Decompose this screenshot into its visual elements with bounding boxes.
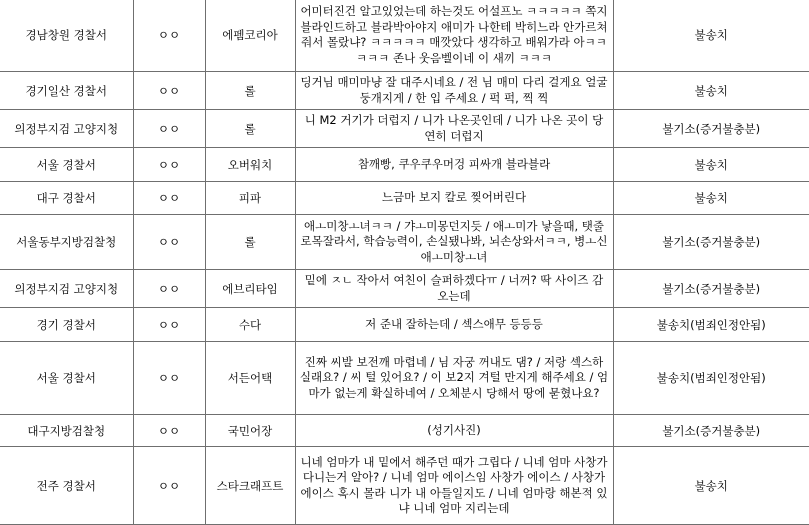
station-cell: 서울동부지방검찰청: [0, 215, 133, 270]
table-row: [0, 72, 809, 110]
content-cell: 밑에 ㅈㄴ 작아서 여친이 슬퍼하겠다ㅠ / 너꺼? 딱 사이즈 감오는데: [295, 270, 613, 308]
result-cell: 불기소(증거불충분): [613, 270, 809, 308]
platform-cell: 롤: [205, 110, 295, 148]
table-row: [0, 270, 809, 308]
result-cell: 불송치: [613, 148, 809, 182]
platform-cell: 스타크래프트: [205, 447, 295, 525]
table-row: [0, 308, 809, 342]
mark-cell: ㅇㅇ: [133, 342, 205, 415]
result-cell: 불송치(범죄인정안됨): [613, 342, 809, 415]
content-cell: 딩거님 매미마냥 잘 대주시네요 / 전 님 매미 다리 걸게요 얼굴 둥개지게 / 한 입 주세요 / 퍽 퍽, 찍 찍: [295, 72, 613, 110]
content-cell: 진짜 씨발 보전깨 마렵네 / 님 자궁 꺼내도 댐? / 저랑 섹스하실래요? / 씨 털 있어요? / 이 보2지 겨털 만지게 해주세요 / 엄마가 없는게 확실하네여 / 오체분시 당해서 땅에 묻혔나요?: [295, 342, 613, 415]
result-cell: 불송치: [613, 447, 809, 525]
table-row: [0, 182, 809, 215]
mark-cell: ㅇㅇ: [133, 447, 205, 525]
result-cell: 불송치: [613, 182, 809, 215]
mark-cell: ㅇㅇ: [133, 415, 205, 447]
platform-cell: 롤: [205, 72, 295, 110]
table-row: [0, 148, 809, 182]
content-cell: 애ㅗ미창ㅗ녀ㅋㅋ / 갸ㅗ미몽던지듯 / 애ㅗ미가 낳을때, 탯줄로목잘라서, 학습능력이, 손실됐나봐, 뇌손상와서ㅋㅋ, 병ㅗ신애ㅗ미창ㅗ녀: [295, 215, 613, 270]
result-cell: 불송치: [613, 72, 809, 110]
content-cell: 느금마 보지 칼로 찢어버린다: [295, 182, 613, 215]
platform-cell: 에브리타임: [205, 270, 295, 308]
station-cell: 대구지방검찰청: [0, 415, 133, 447]
content-cell: 니네 엄마가 내 밑에서 해주던 때가 그립다 / 니네 엄마 사창가 다니는거 알아? / 니네 엄마 에이스임 사창가 에이스 / 사창가 에이스 혹시 몰라 니가 내 아들일지도 / 니네 엄마랑 해본적 있냐 니네 엄마 지리는데: [295, 447, 613, 525]
station-cell: 경기일산 경찰서: [0, 72, 133, 110]
station-cell: 의정부지검 고양지청: [0, 110, 133, 148]
station-cell: 대구 경찰서: [0, 182, 133, 215]
mark-cell: ㅇㅇ: [133, 215, 205, 270]
result-cell: 불기소(증거불충분): [613, 110, 809, 148]
result-cell: 불송치(범죄인정안됨): [613, 308, 809, 342]
table-row: [0, 110, 809, 148]
table-row: [0, 0, 809, 72]
content-cell: 저 준내 잘하는데 / 섹스애무 등등등: [295, 308, 613, 342]
mark-cell: ㅇㅇ: [133, 72, 205, 110]
station-cell: 서울 경찰서: [0, 148, 133, 182]
mark-cell: ㅇㅇ: [133, 308, 205, 342]
platform-cell: 에펨코리아: [205, 0, 295, 72]
station-cell: 서울 경찰서: [0, 342, 133, 415]
content-cell: (성기사진): [295, 415, 613, 447]
table-row: [0, 415, 809, 447]
platform-cell: 국민어장: [205, 415, 295, 447]
mark-cell: ㅇㅇ: [133, 270, 205, 308]
platform-cell: 롤: [205, 215, 295, 270]
station-cell: 전주 경찰서: [0, 447, 133, 525]
table-row: [0, 342, 809, 415]
mark-cell: ㅇㅇ: [133, 0, 205, 72]
platform-cell: 피파: [205, 182, 295, 215]
station-cell: 경남창원 경찰서: [0, 0, 133, 72]
content-cell: 니 M2 거기가 더럽지 / 니가 나온곳인데 / 니가 나온 곳이 당연히 더럽지: [295, 110, 613, 148]
mark-cell: ㅇㅇ: [133, 182, 205, 215]
table-row: [0, 215, 809, 270]
result-cell: 불송치: [613, 0, 809, 72]
mark-cell: ㅇㅇ: [133, 110, 205, 148]
platform-cell: 서든어택: [205, 342, 295, 415]
station-cell: 의정부지검 고양지청: [0, 270, 133, 308]
content-cell: 어미터진건 알고있었는데 하는것도 어설프노 ㅋㅋㅋㅋㅋ 쪽지블라인드하고 블라박아야지 애미가 나한테 박히느라 안가르쳐줘서 몰랐냐? ㅋㅋㅋㅋㅋ 매깟았다 생각하고 배워가라 아ㅋㅋㅋㅋㅋ 존나 웃음벨이네 이 새끼 ㅋㅋㅋ: [295, 0, 613, 72]
platform-cell: 오버워치: [205, 148, 295, 182]
result-cell: 불기소(증거불충분): [613, 415, 809, 447]
content-cell: 참깨빵, 쿠우쿠우머겅 피싸개 블라블라: [295, 148, 613, 182]
mark-cell: ㅇㅇ: [133, 148, 205, 182]
table-row: [0, 447, 809, 525]
result-cell: 불기소(증거불충분): [613, 215, 809, 270]
station-cell: 경기 경찰서: [0, 308, 133, 342]
platform-cell: 수다: [205, 308, 295, 342]
